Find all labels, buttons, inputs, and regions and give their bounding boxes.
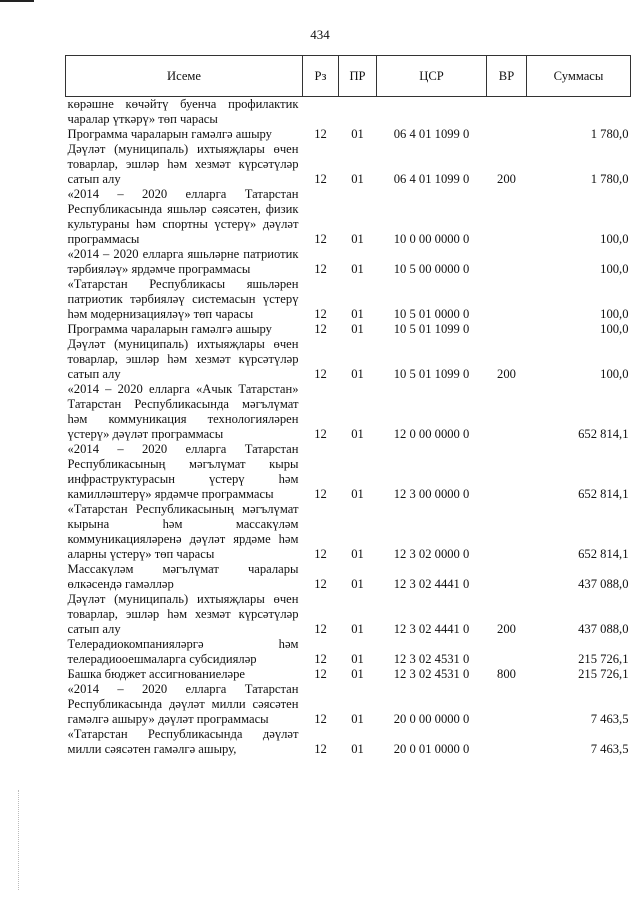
row-name: Программа чараларын гамәлгә ашыру: [67, 127, 272, 141]
header-csr: ЦСР: [377, 56, 487, 97]
row-vr: [487, 97, 527, 128]
row-sum: 652 814,1: [578, 547, 629, 561]
table-row: [66, 97, 631, 128]
row-pr: 01: [351, 322, 364, 336]
row-rz: 12: [314, 322, 327, 336]
row-csr: 12 3 00 0000 0: [393, 487, 470, 501]
row-pr: 01: [351, 712, 364, 726]
table-row: [66, 277, 631, 322]
row-rz: 12: [314, 577, 327, 591]
row-rz: 12: [314, 367, 327, 381]
row-pr: 01: [351, 127, 364, 141]
row-csr: 10 5 00 0000 0: [393, 262, 470, 276]
row-name: «Татарстан Республикасының мәгълүмат кырына һәм массакүләм коммуникацияләренә дәүләт ярдәме һәм аларны үстерү» төп чарасы: [67, 502, 299, 561]
row-vr: 800: [497, 667, 516, 681]
row-sum: 652 814,1: [578, 427, 629, 441]
row-vr: [487, 247, 527, 277]
row-name: Дәүләт (муниципаль) ихтыяҗлары өчен товарлар, эшләр һәм хезмәт күрсәтүләр сатып алу: [67, 142, 299, 186]
row-name: «2014 – 2020 елларга Татарстан Республикасының мәгълүмат кыры инфраструктурасын үстерү һәм камилләштерү» ярдәмче программасы: [67, 442, 299, 501]
row-name: «Татарстан Республикасы яшьләрен патриотик тәрбияләү системасын үстерү һәм модернизацияләү» төп чарасы: [67, 277, 299, 321]
row-name: Массакүләм мәгълүмат чаралары өлкәсендә гамәлләр: [67, 562, 299, 591]
row-vr: [487, 442, 527, 502]
row-vr: [487, 682, 527, 727]
row-pr: 01: [351, 487, 364, 501]
row-sum: 7 463,5: [590, 742, 629, 756]
row-pr: 01: [351, 547, 364, 561]
row-pr: 01: [351, 307, 364, 321]
row-rz: 12: [314, 307, 327, 321]
row-rz: 12: [314, 172, 327, 186]
row-name: Программа чараларын гамәлгә ашыру: [67, 322, 272, 336]
row-vr: 200: [497, 172, 516, 186]
row-pr: 01: [351, 577, 364, 591]
row-csr: 10 5 01 0000 0: [393, 307, 470, 321]
row-sum: [527, 97, 631, 128]
margin-dotted-line: [18, 790, 20, 890]
row-csr: 06 4 01 1099 0: [393, 172, 470, 186]
table-row: [66, 247, 631, 277]
row-rz: 12: [314, 622, 327, 636]
row-csr: 12 3 02 4441 0: [393, 622, 470, 636]
table-row: [66, 382, 631, 442]
table-row: [66, 187, 631, 247]
table-row: [66, 562, 631, 592]
row-sum: 1 780,0: [590, 127, 629, 141]
row-pr: 01: [351, 232, 364, 246]
row-vr: [487, 727, 527, 757]
row-vr: 200: [497, 622, 516, 636]
row-csr: 12 0 00 0000 0: [393, 427, 470, 441]
table-row: [66, 682, 631, 727]
row-sum: 437 088,0: [578, 577, 629, 591]
row-rz: 12: [314, 427, 327, 441]
row-csr: 20 0 01 0000 0: [393, 742, 470, 756]
row-rz: 12: [314, 547, 327, 561]
table-header-row: [66, 56, 631, 97]
row-vr: [487, 502, 527, 562]
row-pr: 01: [351, 427, 364, 441]
page-number: 434: [310, 27, 330, 42]
corner-mark: [0, 0, 34, 2]
row-name: «Татарстан Республикасында дәүләт милли сәясәтен гамәлгә ашыру,: [67, 727, 299, 756]
row-sum: 100,0: [600, 232, 629, 246]
row-sum: 652 814,1: [578, 487, 629, 501]
row-csr: 12 3 02 0000 0: [393, 547, 470, 561]
row-vr: [487, 127, 527, 142]
row-csr: 10 0 00 0000 0: [393, 232, 470, 246]
row-pr: 01: [351, 172, 364, 186]
row-csr: [377, 97, 487, 128]
row-rz: 12: [314, 262, 327, 276]
row-sum: 437 088,0: [578, 622, 629, 636]
header-name: Исеме: [66, 56, 303, 97]
row-pr: [339, 97, 377, 128]
row-vr: 200: [497, 367, 516, 381]
row-csr: 20 0 00 0000 0: [393, 712, 470, 726]
row-csr: 12 3 02 4531 0: [393, 667, 470, 681]
row-sum: 100,0: [600, 367, 629, 381]
row-sum: 100,0: [600, 322, 629, 336]
header-vr: ВР: [487, 56, 527, 97]
row-csr: 12 3 02 4441 0: [393, 577, 470, 591]
table-row: [66, 442, 631, 502]
row-sum: 100,0: [600, 262, 629, 276]
row-name: «2014 – 2020 елларга Татарстан Республикасында дәүләт милли сәясәтен гамәлгә ашыру» дәүләт программасы: [67, 682, 299, 726]
row-rz: 12: [314, 712, 327, 726]
row-rz: [303, 97, 339, 128]
row-sum: 7 463,5: [590, 712, 629, 726]
table-row: [66, 142, 631, 187]
row-sum: 1 780,0: [590, 172, 629, 186]
row-name: «2014 – 2020 елларга «Ачык Татарстан» Татарстан Республикасында мәгълүмат һәм коммуникация технологияләрен үстерү» дәүләт программасы: [67, 382, 299, 441]
table-row: [66, 592, 631, 637]
row-vr: [487, 277, 527, 322]
row-csr: 12 3 02 4531 0: [393, 652, 470, 666]
row-vr: [487, 637, 527, 667]
row-name: Дәүләт (муниципаль) ихтыяҗлары өчен товарлар, эшләр һәм хезмәт күрсәтүләр сатып алу: [67, 337, 299, 381]
table-row: [66, 127, 631, 142]
row-csr: 10 5 01 1099 0: [393, 322, 470, 336]
row-pr: 01: [351, 667, 364, 681]
row-sum: 100,0: [600, 307, 629, 321]
row-sum: 215 726,1: [578, 652, 629, 666]
row-rz: 12: [314, 487, 327, 501]
table-row: [66, 322, 631, 337]
row-rz: 12: [314, 742, 327, 756]
header-rz: Рз: [303, 56, 339, 97]
row-rz: 12: [314, 667, 327, 681]
row-pr: 01: [351, 742, 364, 756]
row-pr: 01: [351, 622, 364, 636]
row-vr: [487, 562, 527, 592]
row-rz: 12: [314, 652, 327, 666]
row-vr: [487, 382, 527, 442]
row-csr: 06 4 01 1099 0: [393, 127, 470, 141]
row-pr: 01: [351, 367, 364, 381]
row-sum: 215 726,1: [578, 667, 629, 681]
table-row: [66, 637, 631, 667]
row-rz: 12: [314, 232, 327, 246]
table-row: [66, 337, 631, 382]
row-name: көрәшне көчәйтү буенча профилактик чаралар үткәрү» төп чарасы: [67, 97, 299, 126]
row-vr: [487, 187, 527, 247]
table-row: [66, 502, 631, 562]
table-row: [66, 727, 631, 757]
table-body: [66, 97, 631, 758]
row-name: «2014 – 2020 елларга яшьләрне патриотик тәрбияләү» ярдәмче программасы: [67, 247, 299, 276]
row-csr: 10 5 01 1099 0: [393, 367, 470, 381]
row-name: Дәүләт (муниципаль) ихтыяҗлары өчен товарлар, эшләр һәм хезмәт күрсәтүләр сатып алу: [67, 592, 299, 636]
budget-table: [65, 55, 631, 757]
row-pr: 01: [351, 262, 364, 276]
header-pr: ПР: [339, 56, 377, 97]
row-vr: [487, 322, 527, 337]
row-rz: 12: [314, 127, 327, 141]
row-pr: 01: [351, 652, 364, 666]
row-name: «2014 – 2020 елларга Татарстан Республикасында яшьләр сәясәтен, физик культураны һәм спортны үстерү» дәүләт программасы: [67, 187, 299, 246]
row-name: Башка бюджет ассигнованиеләре: [67, 667, 245, 681]
header-sum: Суммасы: [527, 56, 631, 97]
table-row: [66, 667, 631, 682]
row-name: Телерадиокомпанияләргә һәм телерадиооешмаларга субсидияләр: [67, 637, 299, 666]
